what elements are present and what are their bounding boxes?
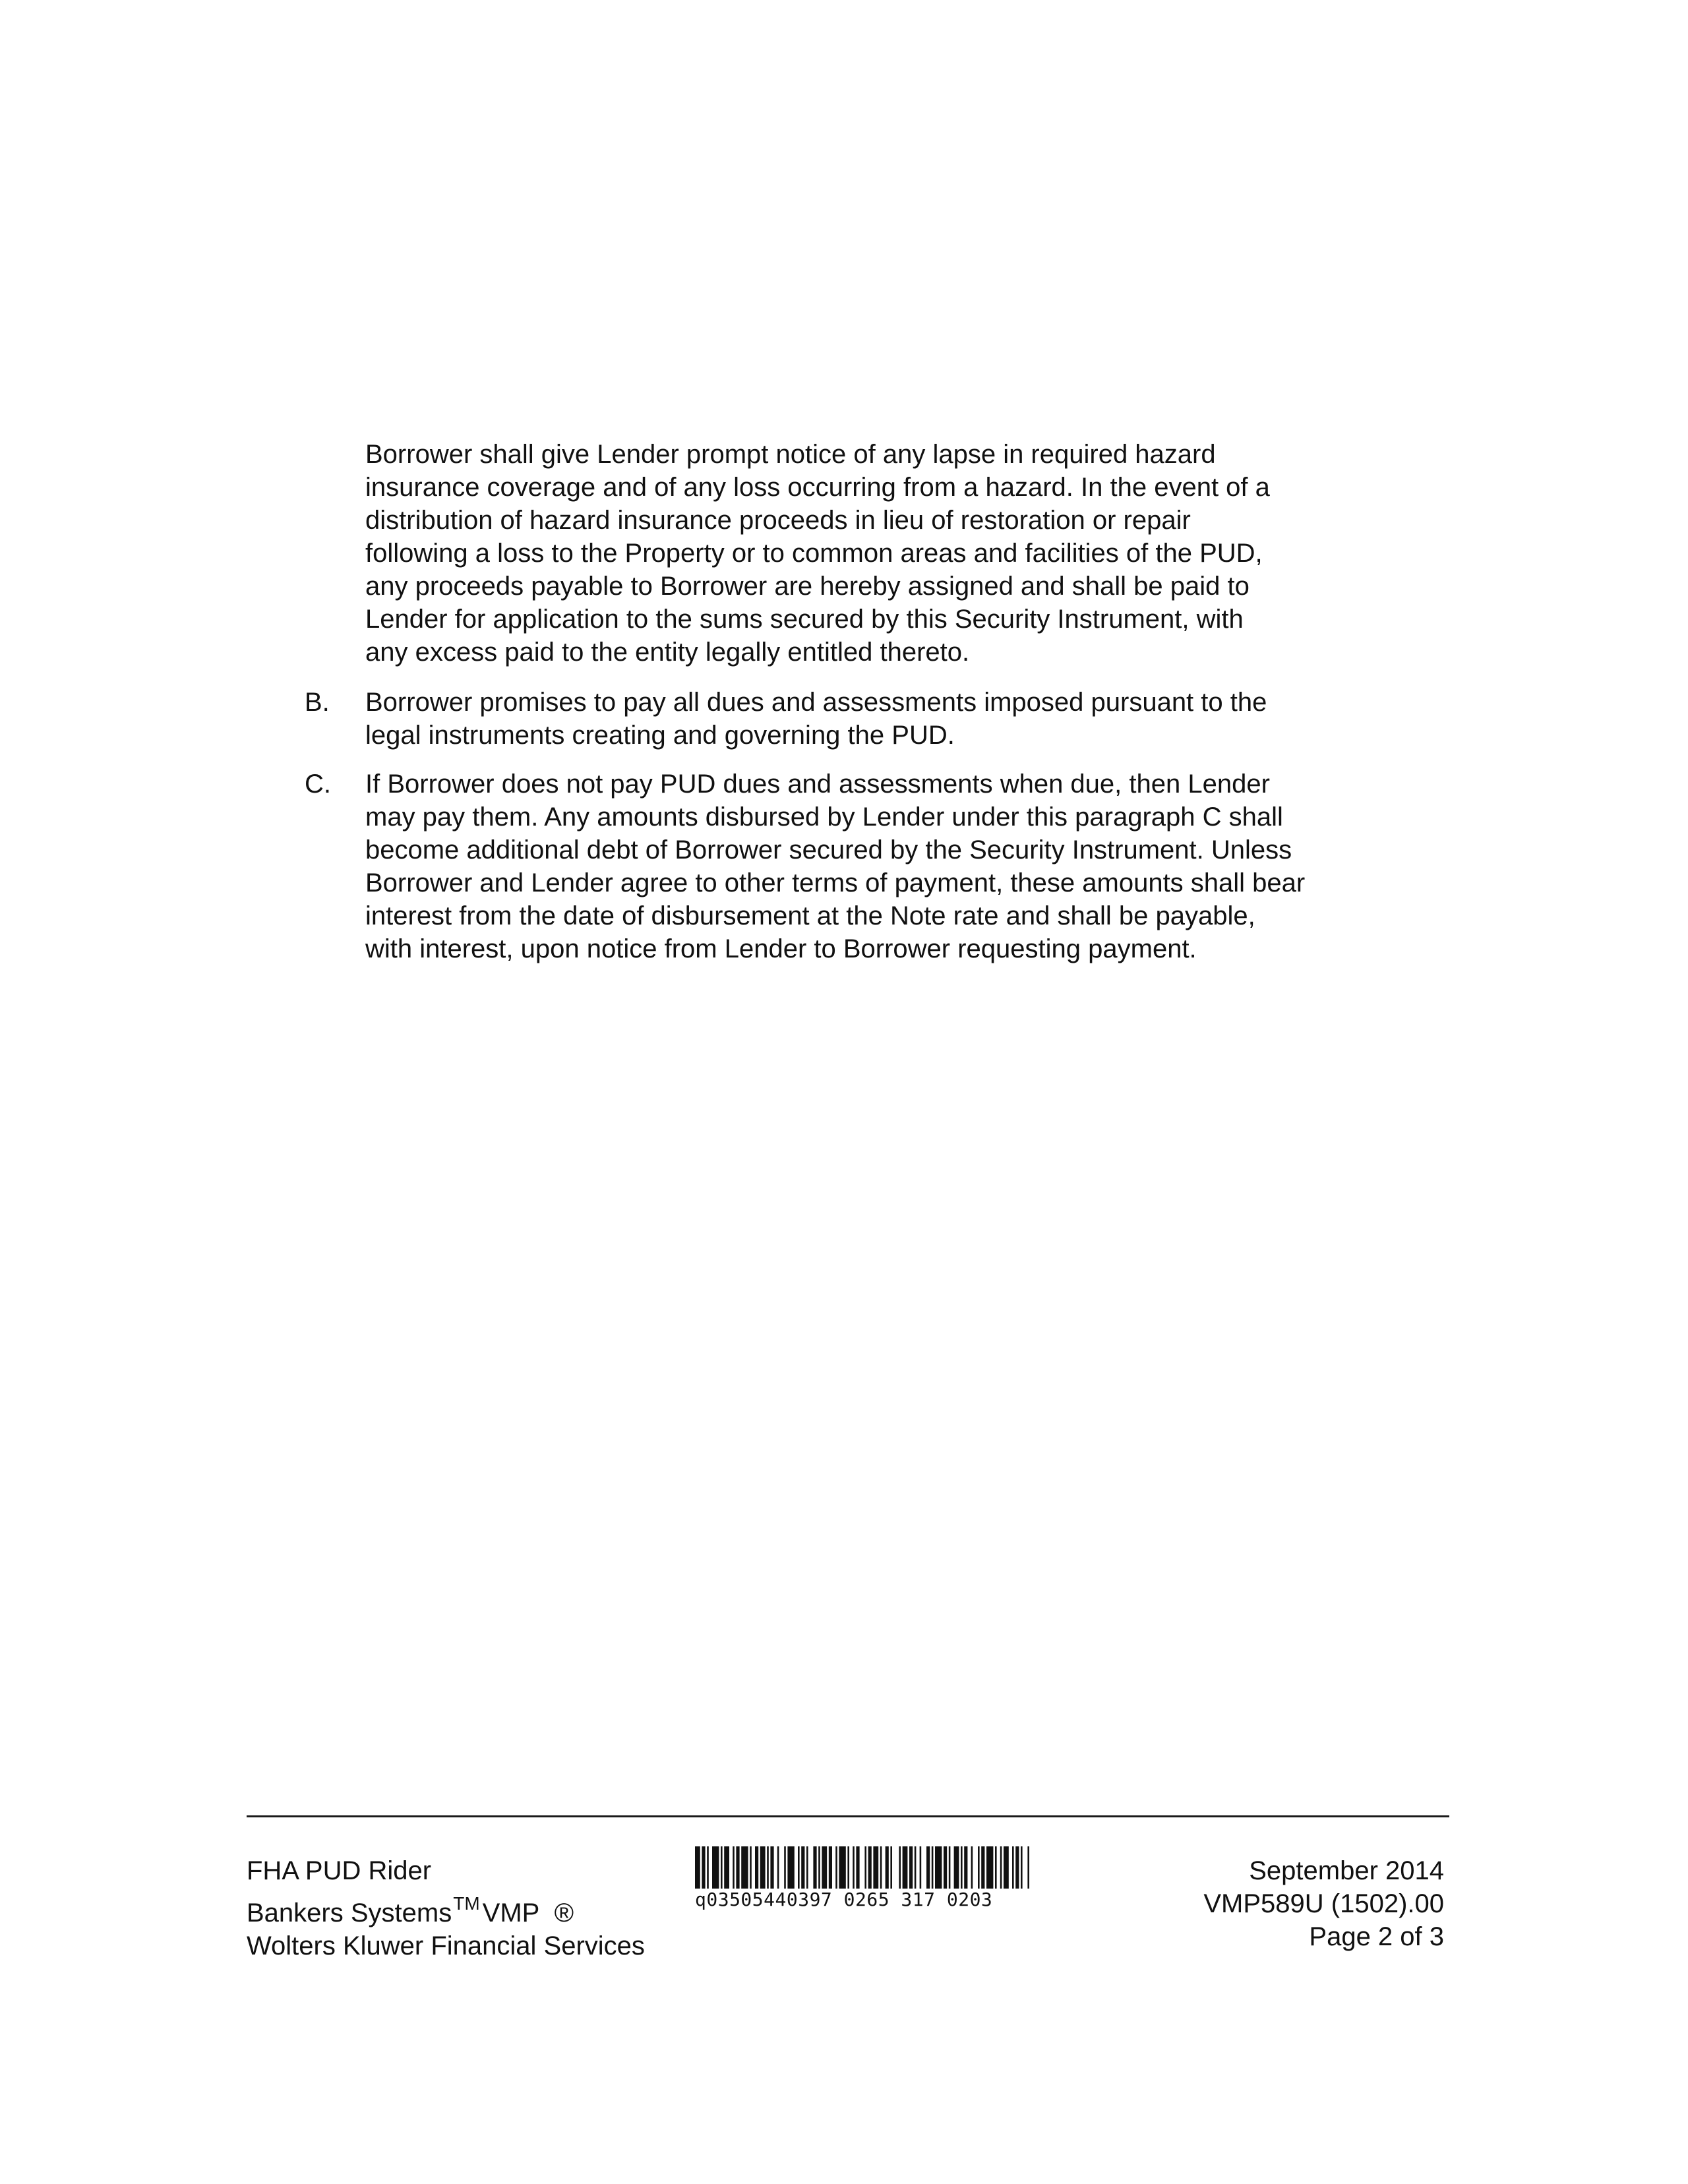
registered-mark: ® [554, 1898, 574, 1927]
form-number: VMP589U (1502).00 [1203, 1889, 1444, 1918]
intro-paragraph: Borrower shall give Lender prompt notice of any lapse in required hazard insurance coverage and of any loss occurring from a hazard. In the event of a distribution of hazard insurance proceeds in lieu of restoration or repair following a loss to the Property or to common areas and facilities of the PUD, any proceeds payable to Borrower are hereby assigned and shall be paid to Lender for application to the sums secured by this Security Instrument, with any excess paid to the entity legally entitled thereto. [365, 440, 1270, 667]
page-number: Page 2 of 3 [1309, 1922, 1444, 1951]
company-name: Wolters Kluwer Financial Services [247, 1931, 645, 1960]
form-name: FHA PUD Rider [247, 1856, 432, 1885]
footer-right [1203, 1854, 1444, 1953]
barcode [695, 1846, 1170, 1910]
footer-divider [247, 1815, 1449, 1817]
barcode-bars [695, 1846, 1170, 1889]
list-item-text: Borrower promises to pay all dues and assessments imposed pursuant to the legal instruments creating and governing the PUD. [365, 688, 1267, 750]
trademark-mark: TM [453, 1893, 480, 1914]
footer-left [247, 1854, 645, 1962]
publisher-prefix: Bankers Systems [247, 1898, 452, 1927]
list-marker: B. [305, 688, 330, 717]
publisher-suffix: VMP [482, 1898, 540, 1927]
list-marker: C. [305, 770, 331, 799]
list-item-text: If Borrower does not pay PUD dues and assessments when due, then Lender may pay them. Any amounts disbursed by Lender under this paragraph C shall become additional debt of Borrower secured by the Security Instrument. Unless Borrower and Lender agree to other terms of payment, these amounts shall bear interest from the date of disbursement at the Note rate and shall be payable, with interest, upon notice from Lender to Borrower requesting payment. [365, 770, 1306, 963]
document-body [365, 438, 1354, 669]
form-date: September 2014 [1249, 1856, 1444, 1885]
barcode-caption: q03505440397 0265 317 0203 [695, 1889, 993, 1910]
publisher-line [247, 1887, 645, 1929]
